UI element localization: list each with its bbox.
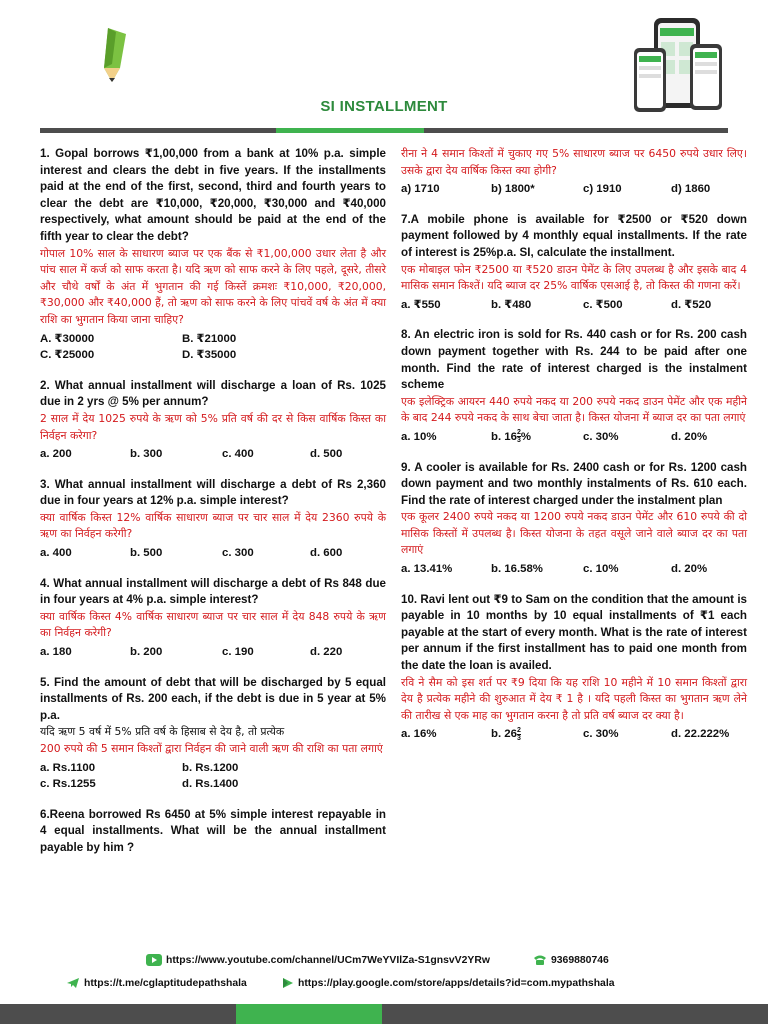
telegram-url: https://t.me/cglaptitudepathshala bbox=[84, 977, 247, 989]
options bbox=[40, 545, 386, 562]
option: d. 22.222% bbox=[671, 728, 730, 741]
option: c) 1910 bbox=[583, 183, 622, 196]
youtube-link[interactable] bbox=[146, 954, 490, 966]
question-text: 7.A mobile phone is available for ₹2500 or ₹520 down payment followed by 4 monthly equal installments. If the rate of interest is 25%p.a. SI, calculate the installment. bbox=[401, 212, 747, 259]
pencil-logo bbox=[94, 24, 134, 86]
option: a. 180 bbox=[40, 646, 72, 659]
page-header bbox=[0, 0, 768, 132]
option: a. 16% bbox=[401, 728, 437, 741]
options bbox=[40, 446, 386, 463]
options bbox=[40, 644, 386, 661]
option-whole: b. 16 bbox=[491, 430, 517, 443]
options bbox=[401, 561, 747, 578]
option: d. 20% bbox=[671, 563, 708, 576]
telegram-link[interactable] bbox=[66, 977, 247, 989]
fraction-denominator: 3 bbox=[516, 734, 521, 742]
fraction-denominator: 3 bbox=[516, 437, 521, 445]
question-text-hindi: गोपाल 10% साल के साधारण ब्याज पर एक बैंक से ₹1,00,000 उधार लेता है और पांच साल में कर्ज को साफ करता है। यदि ऋण को साफ करने के लिए पहले, दूसरे, तीसरे और चौथे वर्षों के अंत में भुगतान की गई किस्तें क्रमशः ₹10,000, ₹20,000, ₹30,000 और ₹40,000 हैं, तो ऋण को साफ करने के लिए पांचवें वर्ष के अंत में क्या राशि का भुगतान किया जाना चाहिए? bbox=[40, 246, 386, 326]
option: d) 1860 bbox=[671, 183, 711, 196]
option: d. 600 bbox=[310, 547, 343, 560]
question-2 bbox=[40, 378, 386, 463]
options bbox=[401, 297, 747, 314]
telegram-icon bbox=[66, 977, 80, 989]
question-1 bbox=[40, 146, 386, 364]
option: c. 10% bbox=[583, 563, 619, 576]
options bbox=[40, 760, 386, 793]
question-text: 6.Reena borrowed Rs 6450 at 5% simple interest repayable in 4 equal installments. What will be the annual installment payable by him ? bbox=[40, 807, 386, 854]
question-text-hindi: 2 साल में देय 1025 रुपये के ऋण को 5% प्रति वर्ष की दर से किस वार्षिक किस्त का निर्वहन करेगा? bbox=[40, 411, 386, 442]
option: d. 220 bbox=[310, 646, 343, 659]
question-text-hindi: रीना ने 4 समान किश्तों में चुकाए गए 5% साधारण ब्याज पर 6450 रुपये उधार लिए। उसके द्वारा देय वार्षिक किस्त क्या होगी? bbox=[401, 147, 747, 177]
question-10 bbox=[401, 592, 747, 743]
option: c. 30% bbox=[583, 728, 619, 741]
question-text: 2. What annual installment will discharge a loan of Rs. 1025 due in 2 yrs @ 5% per annum? bbox=[40, 378, 386, 409]
question-text-hindi: क्या वार्षिक किस्त 12% वार्षिक साधारण ब्याज पर चार साल में देय 2360 रुपये के ऋण का निर्वहन करेगी? bbox=[40, 510, 386, 541]
option: b. 16.58% bbox=[491, 563, 543, 576]
option bbox=[491, 726, 583, 743]
question-6 bbox=[40, 807, 386, 857]
page-title: SI INSTALLMENT bbox=[320, 98, 448, 115]
option: c. 30% bbox=[583, 430, 619, 443]
phone-icon bbox=[533, 954, 547, 966]
option: c. Rs.1255 bbox=[40, 778, 96, 791]
option: b) 1800* bbox=[491, 183, 535, 196]
option: b. 300 bbox=[130, 448, 163, 461]
fraction-numerator: 2 bbox=[516, 429, 521, 437]
question-text: 3. What annual installment will discharge a debt of Rs 2,360 due in four years at 12% p.a. simple interest? bbox=[40, 477, 386, 508]
options bbox=[401, 429, 747, 446]
question-text: 1. Gopal borrows ₹1,00,000 from a bank at 10% p.a. simple interest and clears the debt in five years. If the installments paid at the end of the first, second, third and fourth years to clear the debt are ₹10,000, ₹20,000, ₹30,000 and ₹40,000 respectively, what amount should be paid at the end of the fifth year to clear the debt? bbox=[40, 147, 386, 243]
option: C. ₹25000 bbox=[40, 349, 95, 362]
option: a. Rs.1100 bbox=[40, 761, 96, 774]
question-text-hindi: रवि ने सैम को इस शर्त पर ₹9 दिया कि यह राशि 10 महीने में 10 समान किश्तों द्वारा देय है प्रत्येक महीने की शुरुआत में देय ₹ 1 है । यदि पहली किस्त का भुगतान ऋण लेने की तारीख से एक माह का भुगतान करना है तो प्रति वर्ष ब्याज दर क्या है। bbox=[401, 675, 747, 722]
option: b. Rs.1200 bbox=[182, 761, 239, 774]
option: a. 200 bbox=[40, 448, 72, 461]
header-divider bbox=[40, 128, 728, 133]
question-text: 9. A cooler is available for Rs. 2400 cash or for Rs. 1200 cash down payment and two monthly instalments of Rs. 610 each. Find the rate of interest charged under the instalment plan bbox=[401, 460, 747, 507]
fraction-numerator: 2 bbox=[516, 726, 521, 734]
question-3 bbox=[40, 477, 386, 562]
question-text-hindi: एक इलेक्ट्रिक आयरन 440 रुपये नकद या 200 रुपये नकद डाउन पेमेंट और एक महीने के बाद 244 रुपये नकद के साथ बेचा जाता है। किस्त योजना में ब्याज दर का पता लगाएं bbox=[401, 394, 747, 425]
option: a. ₹550 bbox=[401, 298, 441, 311]
youtube-url: https://www.youtube.com/channel/UCm7WeYVIlZa-S1gnsvV2YRw bbox=[166, 954, 490, 966]
question-text: 5. Find the amount of debt that will be discharged by 5 equal installments of Rs. 200 each, if the debt is due in 5 year at 5% p.a. bbox=[40, 675, 386, 722]
question-6-continued bbox=[401, 146, 747, 198]
question-8 bbox=[401, 327, 747, 445]
option: b. 200 bbox=[130, 646, 163, 659]
question-text-hindi: क्या वार्षिक किस्त 4% वार्षिक साधारण ब्याज पर चार साल में देय 848 रुपये के ऋण का निर्वहन करेगी? bbox=[40, 609, 386, 640]
playstore-icon bbox=[282, 977, 294, 989]
option: B. ₹21000 bbox=[182, 332, 237, 345]
phone-contact[interactable] bbox=[533, 954, 609, 966]
option: d. 500 bbox=[310, 448, 343, 461]
question-5 bbox=[40, 675, 386, 793]
option: c. 190 bbox=[222, 646, 254, 659]
option: b. ₹480 bbox=[491, 298, 532, 311]
option: d. 20% bbox=[671, 430, 708, 443]
phone-number: 9369880746 bbox=[551, 954, 609, 966]
option: a) 1710 bbox=[401, 183, 440, 196]
option: c. ₹500 bbox=[583, 298, 623, 311]
left-column bbox=[40, 146, 386, 857]
option: b. 500 bbox=[130, 547, 163, 560]
option: A. ₹30000 bbox=[40, 332, 95, 345]
option: d. Rs.1400 bbox=[182, 778, 239, 791]
option-suffix: % bbox=[520, 430, 532, 443]
right-column bbox=[401, 146, 747, 743]
footer-bar bbox=[0, 1004, 768, 1024]
option: d. ₹520 bbox=[671, 298, 712, 311]
playstore-link[interactable] bbox=[282, 977, 615, 989]
question-7 bbox=[401, 212, 747, 314]
question-text: 8. An electric iron is sold for Rs. 440 cash or for Rs. 200 cash down payment together with Rs. 244 to be paid after one month. Find the rate of interest charged is the instalment scheme bbox=[401, 328, 747, 392]
question-text-hindi: 200 रुपये की 5 समान किश्तों द्वारा निर्वहन की जाने वाली ऋण की राशि का पता लगाएं bbox=[40, 742, 383, 755]
option bbox=[491, 429, 583, 446]
question-text-hindi-line: यदि ऋण 5 वर्ष में 5% प्रति वर्ष के हिसाब से देय है, तो प्रत्येक bbox=[40, 725, 285, 739]
options bbox=[401, 181, 747, 198]
option: a. 10% bbox=[401, 430, 437, 443]
question-text: 4. What annual installment will discharge a debt of Rs 848 due in four years at 4% p.a. simple interest? bbox=[40, 576, 386, 607]
question-4 bbox=[40, 576, 386, 661]
options bbox=[40, 331, 386, 364]
playstore-url: https://play.google.com/store/apps/details?id=com.mypathshala bbox=[298, 977, 615, 989]
question-text-hindi: एक कूलर 2400 रुपये नकद या 1200 रुपये नकद डाउन पेमेंट और 610 रुपये की दो मासिक किस्तों में उपलब्ध है। किस्त योजना के तहत वसूले जाने वाले ब्याज दर का पता लगाएं bbox=[401, 510, 747, 557]
option: a. 400 bbox=[40, 547, 72, 560]
option: D. ₹35000 bbox=[182, 349, 237, 362]
option: c. 300 bbox=[222, 547, 254, 560]
question-text-hindi: एक मोबाइल फोन ₹2500 या ₹520 डाउन पेमेंट के लिए उपलब्ध है और इसके बाद 4 मासिक समान किश्तें। यदि ब्याज दर 25% वार्षिक एसआई है, तो किस्त की गणना करें। bbox=[401, 262, 747, 293]
question-text: 10. Ravi lent out ₹9 to Sam on the condition that the amount is payable in 10 months by 10 equal installments of ₹1 each payable at the start of every month. What is the rate of interest per annum if the first installment has to paid one month from the date the loan is availed. bbox=[401, 592, 747, 673]
option: a. 13.41% bbox=[401, 563, 453, 576]
option-whole: b. 26 bbox=[491, 728, 517, 741]
options bbox=[401, 726, 747, 743]
youtube-icon bbox=[146, 954, 162, 966]
question-9 bbox=[401, 460, 747, 578]
option: c. 400 bbox=[222, 448, 254, 461]
